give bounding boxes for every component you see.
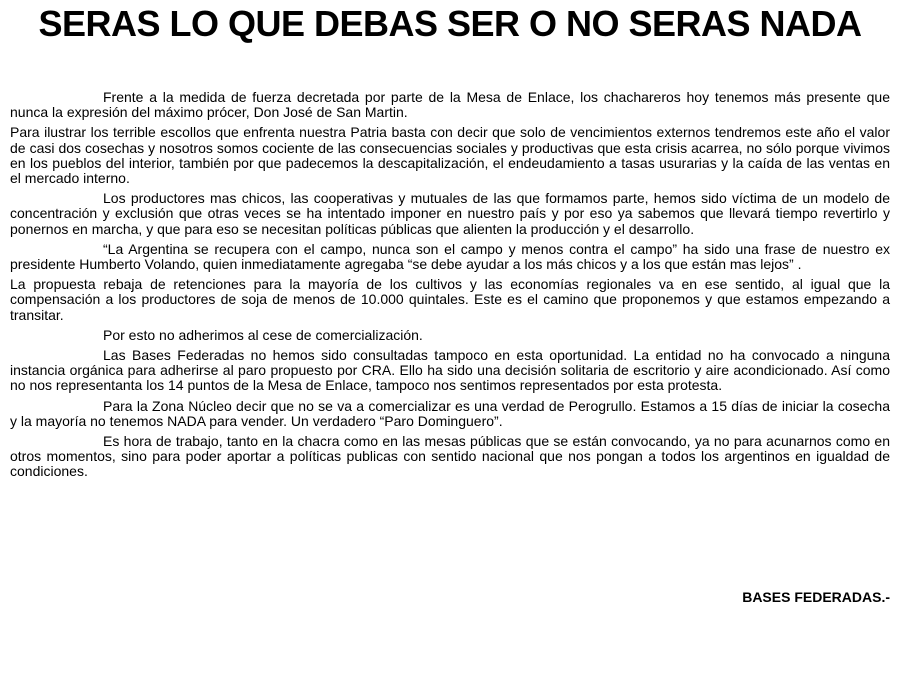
document-body	[10, 90, 890, 485]
signature: BASES FEDERADAS.-	[742, 589, 890, 605]
paragraph-intro: Frente a la medida de fuerza decretada por parte de la Mesa de Enlace, los chachareros hoy tenemos más presente que nunca la expresión del máximo prócer, Don José de San Martin.	[10, 89, 890, 121]
paragraph-context: Para ilustrar los terrible escollos que enfrenta nuestra Patria basta con decir que solo de vencimientos externos tendremos este año el valor de casi dos cosechas y nosotros somos cociente de las consecuencias sociales y productivas que esta crisis acarrea, no sólo porque vivimos en los pueblos del interior, también por que padecemos la descapitalización, el endeudamiento a tasas usurarias y la caída de las ventas en el mercado interno.	[10, 124, 890, 187]
paragraph-quote: “La Argentina se recupera con el campo, nunca son el campo y menos contra el campo” ha sido una frase de nuestro ex presidente Humberto Volando, quien inmediatamente agregaba “se debe ayudar a los más chicos y a los que están mas lejos” .	[10, 240, 890, 273]
document-title: SERAS LO QUE DEBAS SER O NO SERAS NADA	[38, 3, 862, 44]
paragraph-producers: Los productores mas chicos, las cooperativas y mutuales de las que formamos parte, hemos sido víctima de un modelo de concentración y exclusión que otras veces se ha intentado imponer en nuestro país y por eso ya sabemos que llevará tiempo revertirlo y ponernos en marcha, y que para eso se necesitan políticas públicas que alienten la producción y el desarrollo.	[10, 190, 890, 237]
paragraph-consultation: Las Bases Federadas no hemos sido consultadas tampoco en esta oportunidad. La entidad no ha convocado a ninguna instancia orgánica para adherirse al paro propuesto por CRA. Ello ha sido una decisión solitaria de escritorio y aire acondicionado. Así como no nos representanta los 14 puntos de la Mesa de Enlace, tampoco nos sentimos representados por esta protesta.	[10, 347, 890, 394]
paragraph-position: Por esto no adherimos al cese de comercialización.	[103, 326, 423, 343]
paragraph-closing: Es hora de trabajo, tanto en la chacra como en las mesas públicas que se están convocando, ya no para acunarnos como en otros momentos, sino para poder aportar a políticas publicas con sentido nacional que nos pongan a todos los argentinos en igualdad de condiciones.	[10, 433, 890, 480]
paragraph-zona-nucleo: Para la Zona Núcleo decir que no se va a comercializar es una verdad de Perogrullo. Estamos a 15 días de iniciar la cosecha y la mayoría no tenemos NADA para vender. Un verdadero “Paro Dominguero”.	[10, 397, 890, 429]
paragraph-proposal: La propuesta rebaja de retenciones para la mayoría de los cultivos y las economías regionales va en ese sentido, al igual que la compensación a los productores de soja de menos de 10.000 quintales. Este es el camino que proponemos y que estamos empezando a transitar.	[10, 276, 890, 323]
